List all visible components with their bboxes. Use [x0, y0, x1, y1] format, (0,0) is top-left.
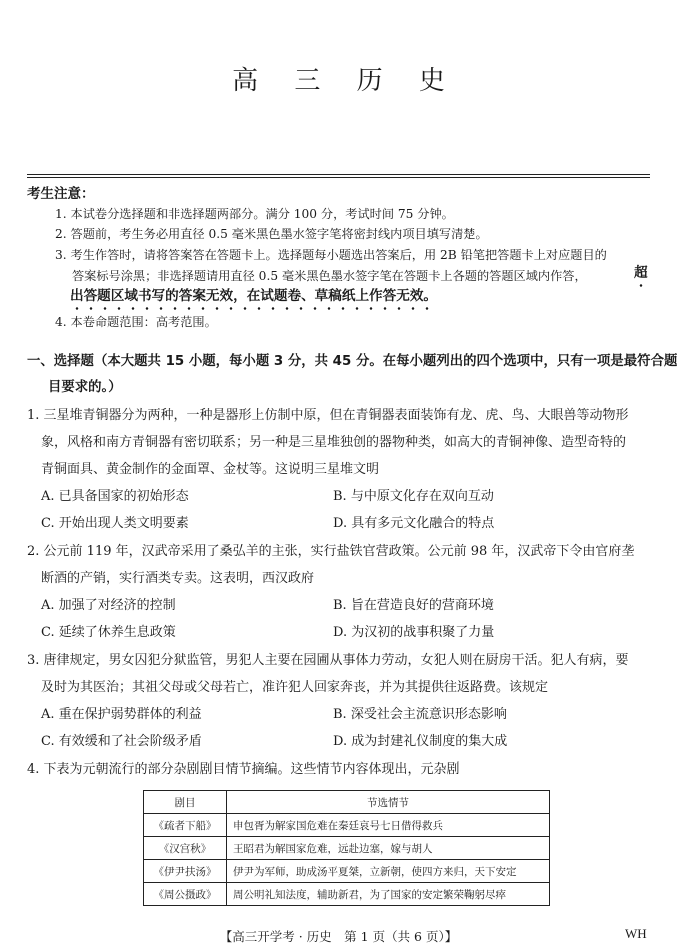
table-row	[144, 860, 550, 883]
top-rule-second	[27, 177, 650, 178]
top-rule	[27, 174, 650, 175]
q1-option-c: C. 开始出现人类文明要素	[41, 516, 189, 531]
q2-option-c: C. 延续了休养生息政策	[41, 625, 176, 640]
notice-line-3d-emphasis: 出答题区域书写的答案无效，在试题卷、草稿纸上作答无效。	[70, 290, 437, 311]
q1-option-d: D. 具有多元文化融合的特点	[333, 516, 495, 531]
q3-option-b: B. 深受社会主流意识形态影响	[333, 707, 507, 722]
q3-option-d: D. 成为封建礼仪制度的集大成	[333, 734, 508, 749]
q2-stem-line-2: 断酒的产销，实行酒类专卖。这表明，西汉政府	[41, 571, 315, 586]
q3-option-c: C. 有效缓和了社会阶级矛盾	[41, 734, 202, 749]
table-cell-play: 《伊尹扶汤》	[144, 860, 227, 883]
notice-line-3c-emphasis: 超	[634, 267, 648, 288]
q4-stem-line-1: 4. 下表为元朝流行的部分杂剧剧目情节摘编。这些情节内容体现出，元杂剧	[27, 762, 460, 777]
q3-stem-line-1: 3. 唐律规定，男女囚犯分狱监管，男犯人主要在园圃从事体力劳动，女犯人则在厨房干活。犯人有病，要	[27, 653, 629, 668]
table-cell-plot: 申包胥为解家国危难在秦廷哀号七日借得救兵	[227, 814, 550, 837]
q1-option-b: B. 与中原文化存在双向互动	[333, 489, 494, 504]
q1-stem-line-1: 1. 三星堆青铜器分为两种，一种是器形上仿制中原，但在青铜器表面装饰有龙、虎、鸟、大眼兽等动物形	[27, 408, 629, 423]
q1-stem-line-3: 青铜面具、黄金制作的金面罩、金杖等。这说明三星堆文明	[41, 462, 380, 477]
section-heading-line-1: 一、选择题（本大题共 15 小题，每小题 3 分，共 45 分。在每小题列出的四个选项中，只有一项是最符合题	[27, 354, 677, 369]
table-row	[144, 883, 550, 906]
section-heading-line-2: 目要求的。）	[48, 380, 122, 395]
notice-line-2: 2. 答题前，考生务必用直径 0.5 毫米黑色墨水签字笔将密封线内项目填写清楚。	[55, 227, 488, 241]
notice-line-4: 4. 本卷命题范围：高考范围。	[55, 315, 217, 329]
notice-heading: 考生注意：	[27, 186, 95, 202]
q2-option-a: A. 加强了对经济的控制	[41, 598, 176, 613]
q3-stem-line-2: 及时为其医治；其祖父母或父母若亡，准许犯人回家奔丧，并为其提供往返路费。该规定	[41, 680, 549, 695]
q3-option-a: A. 重在保护弱势群体的利益	[41, 707, 202, 722]
table-header-plot: 节选情节	[227, 791, 550, 814]
q1-stem-line-2: 象，风格和南方青铜器有密切联系；另一种是三星堆独创的器物种类，如高大的青铜神像、造型奇特的	[41, 435, 627, 450]
page-footer: 【高三开学考 · 历史 第 1 页（共 6 页）】	[219, 929, 458, 944]
notice-line-3b: 答案标号涂黑；非选择题请用直径 0.5 毫米黑色墨水签字笔在答题卡上各题的答题区域内作答，	[72, 269, 587, 283]
notice-line-3a: 3. 考生作答时，请将答案答在答题卡上。选择题每小题选出答案后，用 2B 铅笔把答题卡上对应题目的	[55, 248, 607, 262]
q1-option-a: A. 已具备国家的初始形态	[41, 489, 189, 504]
notice-line-1: 1. 本试卷分选择题和非选择题两部分。满分 100 分，考试时间 75 分钟。	[55, 207, 454, 221]
table-cell-play: 《周公摄政》	[144, 883, 227, 906]
q2-stem-line-1: 2. 公元前 119 年，汉武帝采用了桑弘羊的主张，实行盐铁官营政策。公元前 98 年，汉武帝下令由官府垄	[27, 544, 635, 559]
table-header-row	[144, 791, 550, 814]
table-cell-play: 《汉宫秋》	[144, 837, 227, 860]
q2-option-d: D. 为汉初的战事积聚了力量	[333, 625, 495, 640]
q2-option-b: B. 旨在营造良好的营商环境	[333, 598, 494, 613]
table-cell-plot: 王昭君为解国家危难，远赴边塞，嫁与胡人	[227, 837, 550, 860]
table-cell-plot: 伊尹为军师，助成汤平夏桀，立新朝，使四方来归，天下安定	[227, 860, 550, 883]
table-cell-play: 《疏者下船》	[144, 814, 227, 837]
table-row	[144, 814, 550, 837]
table-cell-plot: 周公明礼知法度，辅助新君，为了国家的安定繁荣鞠躬尽瘁	[227, 883, 550, 906]
table-row	[144, 837, 550, 860]
q4-table	[143, 790, 550, 906]
paper-title: 高 三 历 史	[232, 66, 459, 96]
paper-code: WH	[625, 926, 647, 941]
table-header-play: 剧目	[144, 791, 227, 814]
